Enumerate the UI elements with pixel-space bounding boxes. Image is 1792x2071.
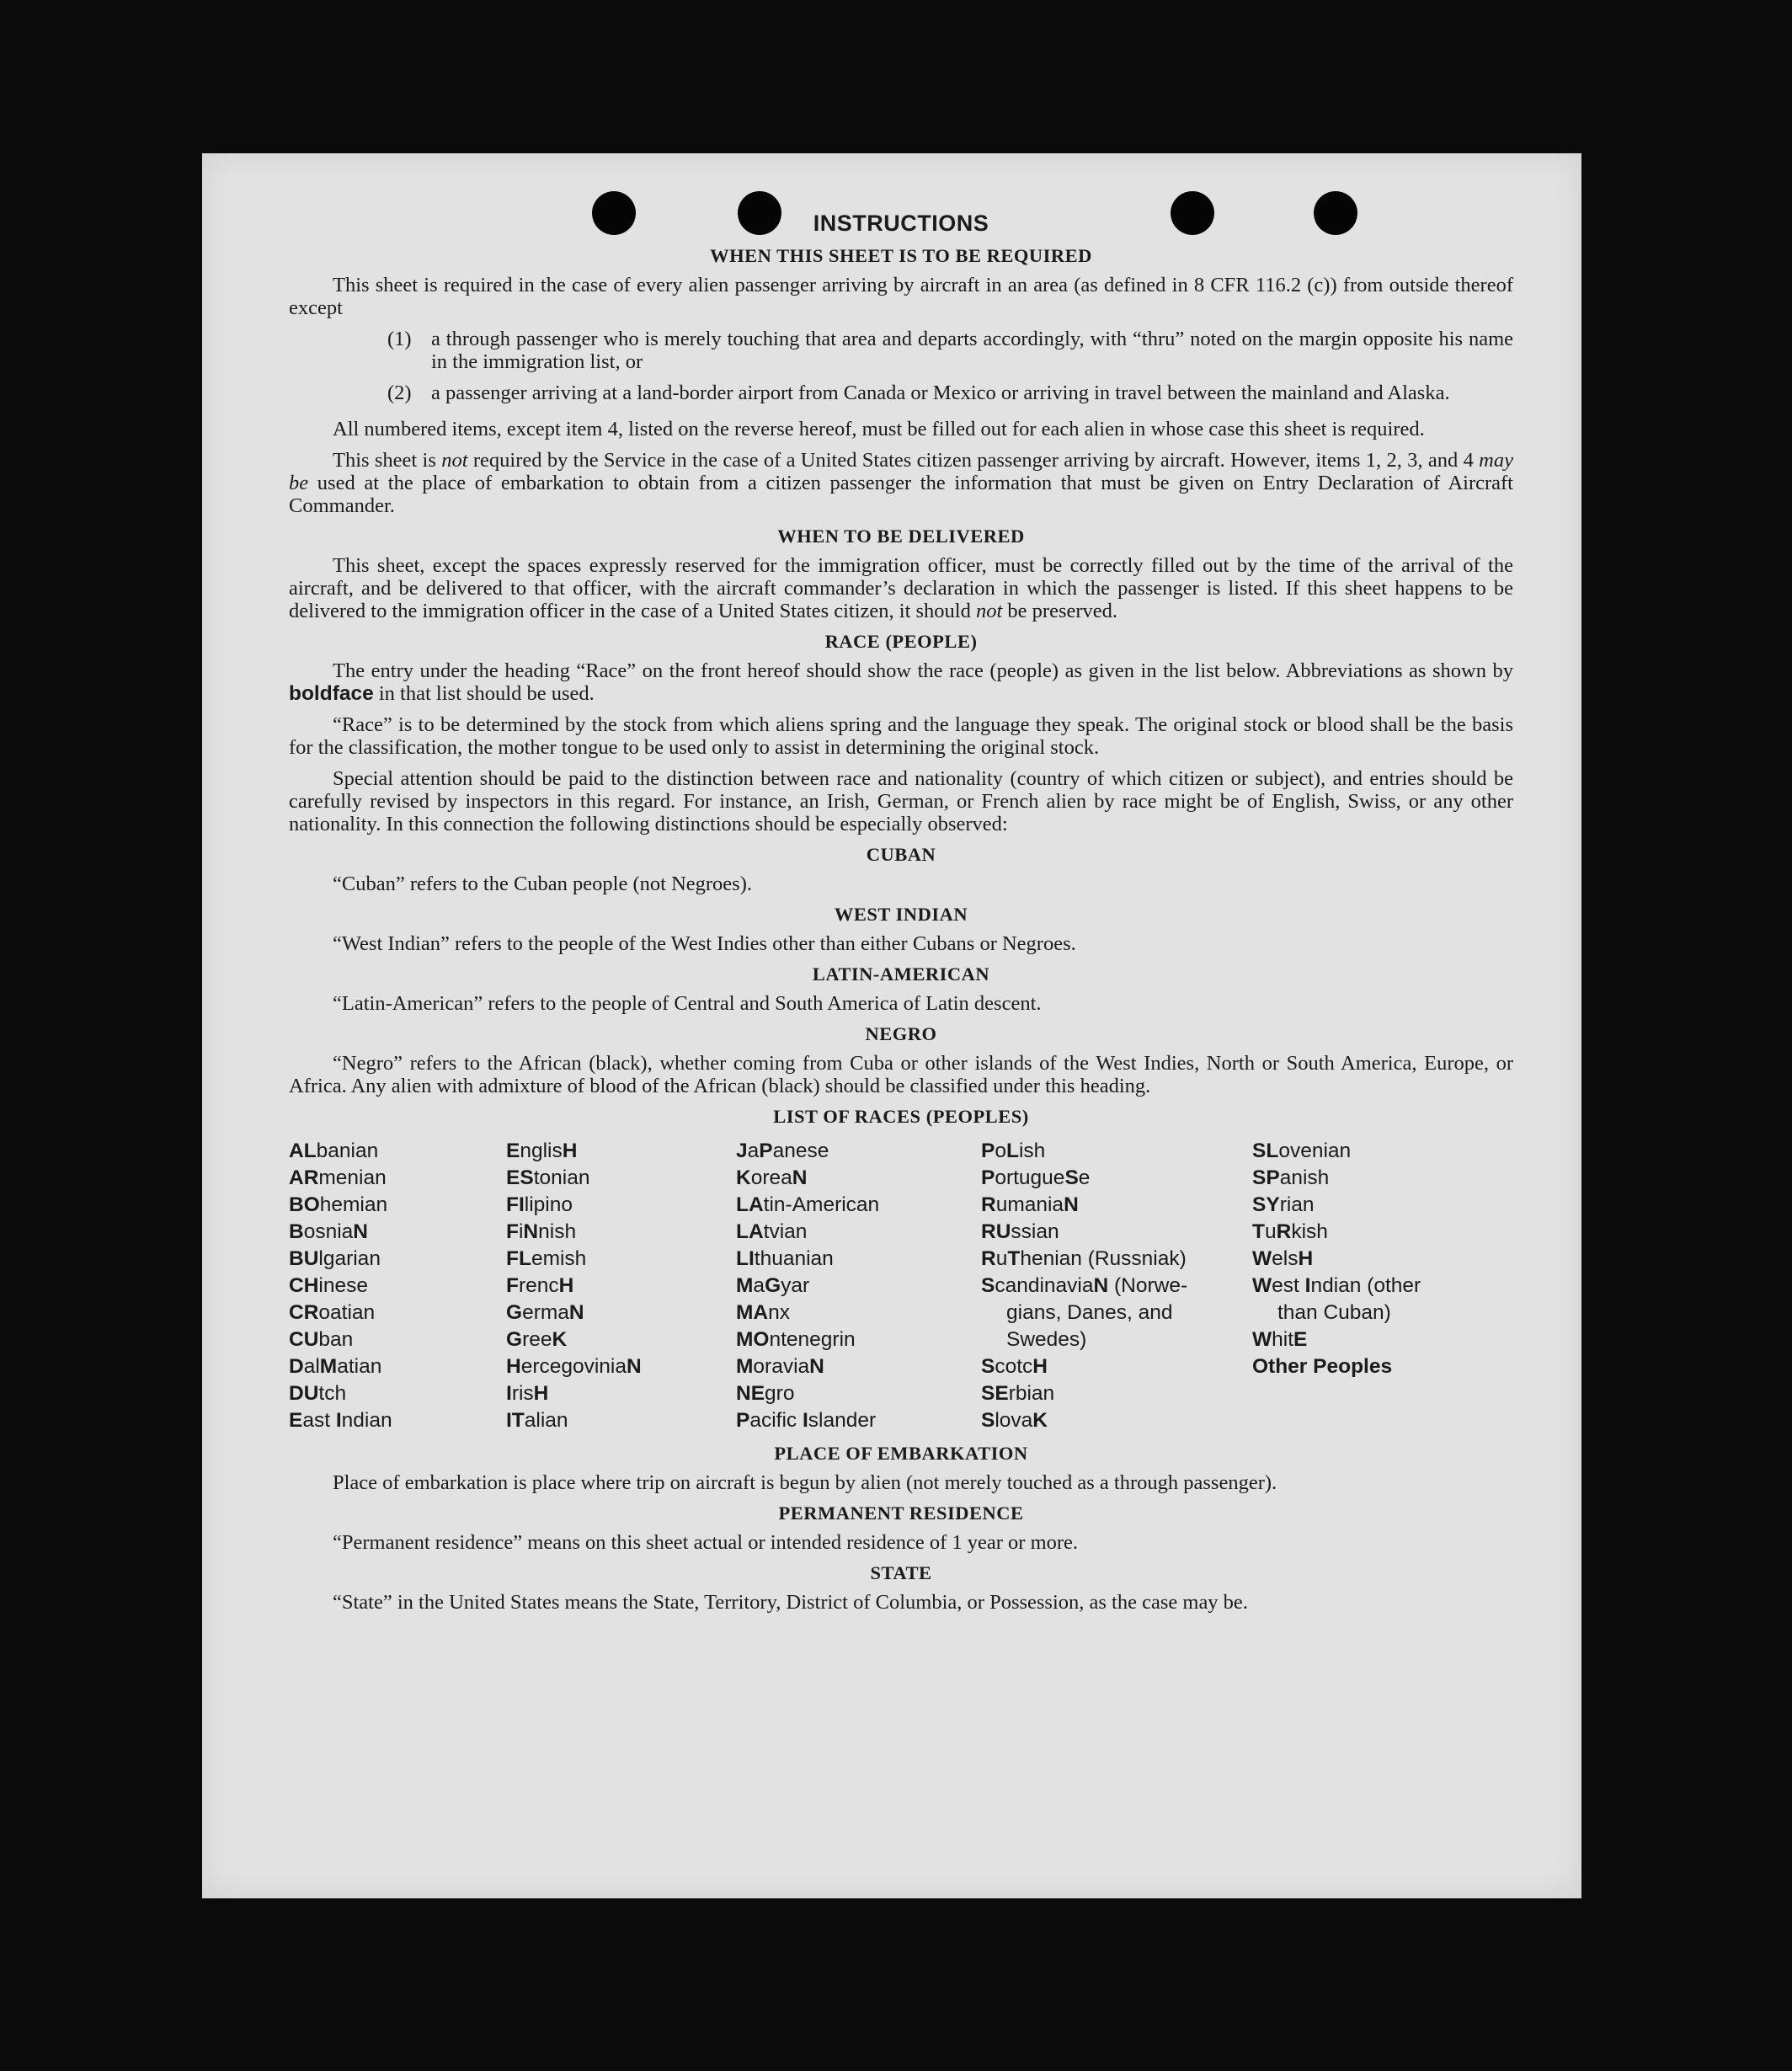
heading-list-of-races: LIST OF RACES (PEOPLES): [773, 1106, 1029, 1127]
heading-residence: PERMANENT RESIDENCE: [778, 1503, 1024, 1524]
race-entry: CUban: [289, 1328, 354, 1351]
paragraph: “Race” is to be determined by the stock from which aliens spring and the language they speak. The original stock or blood shall be the basis for the classification, the mother tongue to be used only to assist in determining the original stock.: [289, 713, 1513, 759]
race-entry: SlovaK: [981, 1409, 1048, 1432]
page-title: INSTRUCTIONS: [813, 211, 989, 236]
races-column: [1252, 1138, 1473, 1434]
race-entry: Swedes): [1006, 1328, 1087, 1351]
race-entry: West Indian (other: [1252, 1274, 1421, 1297]
races-column: [506, 1138, 736, 1434]
heading-required: WHEN THIS SHEET IS TO BE REQUIRED: [710, 245, 1092, 266]
race-entry: MOntenegrin: [736, 1328, 856, 1351]
race-entry: CRoatian: [289, 1301, 376, 1324]
paragraph: “Negro” refers to the African (black), whether coming from Cuba or other islands of the West Indies, North or South America, Europe, or Africa. Any alien with admixture of blood of the African (black) should be classified under this heading.: [289, 1052, 1513, 1097]
race-entry: SLovenian: [1252, 1140, 1352, 1162]
item-text: a passenger arriving at a land-border airport from Canada or Mexico or arriving in travel between the mainland and Alaska.: [431, 382, 1450, 404]
item-text: a through passenger who is merely touching that area and departs accordingly, with “thru” noted on the margin opposite his name in the immigration list, or: [431, 328, 1513, 373]
race-entry: DalMatian: [289, 1355, 382, 1378]
race-entry: SPanish: [1252, 1166, 1330, 1189]
race-entry: FiNnish: [506, 1220, 577, 1243]
race-entry: PortugueSe: [981, 1166, 1091, 1189]
instruction-sheet: [202, 153, 1581, 1898]
paragraph: “Permanent residence” means on this sheet actual or intended residence of 1 year or more.: [333, 1531, 1079, 1554]
race-entry: MAnx: [736, 1301, 790, 1324]
heading-west-indian: WEST INDIAN: [834, 904, 968, 925]
paragraph: “Latin-American” refers to the people of Central and South America of Latin descent.: [333, 992, 1042, 1015]
heading-embarkation: PLACE OF EMBARKATION: [774, 1443, 1028, 1464]
race-entry: BOhemian: [289, 1193, 388, 1216]
numbered-item: [387, 328, 1513, 373]
race-entry: than Cuban): [1277, 1301, 1391, 1324]
race-entry: KoreaN: [736, 1166, 808, 1189]
race-entry: SErbian: [981, 1382, 1055, 1405]
race-entry: JaPanese: [736, 1140, 829, 1162]
race-entry: WelsH: [1252, 1247, 1314, 1270]
races-column: [289, 1138, 506, 1434]
race-entry: EStonian: [506, 1166, 590, 1189]
races-column: [981, 1138, 1252, 1434]
race-entry: WhitE: [1252, 1328, 1308, 1351]
paragraph: The entry under the heading “Race” on the front hereof should show the race (people) as given in the list below. Abbreviations as shown by boldface in that list should be used.: [289, 659, 1513, 705]
numbered-item: [387, 382, 1513, 404]
race-entry: ALbanian: [289, 1140, 379, 1162]
paragraph: This sheet is required in the case of every alien passenger arriving by aircraft in an area (as defined in 8 CFR 116.2 (c)) from outside thereof except: [289, 274, 1513, 319]
race-entry: BUlgarian: [289, 1247, 381, 1270]
race-entry: MaGyar: [736, 1274, 810, 1297]
race-entry: Other Peoples: [1252, 1355, 1393, 1378]
paragraph: “State” in the United States means the State, Territory, District of Columbia, or Possession, as the case may be.: [333, 1591, 1248, 1614]
heading-delivered: WHEN TO BE DELIVERED: [777, 526, 1025, 547]
race-entry: Pacific Islander: [736, 1409, 877, 1432]
race-entry: ARmenian: [289, 1166, 387, 1189]
race-entry: East Indian: [289, 1409, 392, 1432]
race-entry: RUssian: [981, 1220, 1059, 1243]
race-entry: GermaN: [506, 1301, 584, 1324]
race-entry: FLemish: [506, 1247, 587, 1270]
race-entry: NEgro: [736, 1382, 795, 1405]
heading-race: RACE (PEOPLE): [824, 631, 978, 652]
race-entry: FIlipino: [506, 1193, 573, 1216]
paragraph: “Cuban” refers to the Cuban people (not Negroes).: [333, 873, 752, 895]
race-entry: GreeK: [506, 1328, 568, 1351]
race-entry: ScotcH: [981, 1355, 1048, 1378]
heading-latin-american: LATIN-AMERICAN: [812, 963, 990, 985]
race-entry: EnglisH: [506, 1140, 578, 1162]
race-entry: PoLish: [981, 1140, 1046, 1162]
paragraph: Place of embarkation is place where trip on aircraft is begun by alien (not merely touched as a through passenger).: [333, 1471, 1277, 1494]
race-entry: FrencH: [506, 1274, 574, 1297]
heading-state: STATE: [870, 1562, 932, 1583]
race-entry: TuRkish: [1252, 1220, 1328, 1243]
paragraph: Special attention should be paid to the distinction between race and nationality (country of which citizen or subject), and entries should be carefully revised by inspectors in this regard. For instance, an Irish, German, or French alien by race might be of English, Swiss, or any other nationality. In this connection the following distinctions should be especially observed:: [289, 767, 1513, 835]
race-entry: CHinese: [289, 1274, 368, 1297]
races-column: [736, 1138, 981, 1434]
race-entry: BosniaN: [289, 1220, 368, 1243]
race-entry: IrisH: [506, 1382, 549, 1405]
item-number: (1): [387, 328, 412, 350]
race-entry: DUtch: [289, 1382, 347, 1405]
race-entry: gians, Danes, and: [1006, 1301, 1173, 1324]
race-entry: HercegoviniaN: [506, 1355, 642, 1378]
race-entry: RumaniaN: [981, 1193, 1079, 1216]
heading-negro: NEGRO: [865, 1023, 937, 1044]
paragraph: This sheet is not required by the Service in the case of a United States citizen passenger arriving by aircraft. However, items 1, 2, 3, and 4 may be used at the place of embarkation to obtain from a citizen passenger the information that must be given on Entry Declaration of Aircraft Commander.: [289, 449, 1513, 517]
document-body: [289, 211, 1513, 1614]
paragraph: “West Indian” refers to the people of the West Indies other than either Cubans or Negroes.: [333, 932, 1076, 955]
paragraph: All numbered items, except item 4, listed on the reverse hereof, must be filled out for each alien in whose case this sheet is required.: [333, 418, 1425, 440]
race-entry: ScandinaviaN (Norwe-: [981, 1274, 1188, 1297]
paragraph: This sheet, except the spaces expressly reserved for the immigration officer, must be correctly filled out by the time of the arrival of the aircraft, and be delivered to that officer, with the aircraft commander’s declaration in which the passenger is listed. If this sheet happens to be delivered to the immigration officer in the case of a United States citizen, it should not be preserved.: [289, 554, 1513, 622]
race-entry: RuThenian (Russniak): [981, 1247, 1187, 1270]
races-list: [289, 1138, 1513, 1434]
race-entry: LIthuanian: [736, 1247, 834, 1270]
race-entry: MoraviaN: [736, 1355, 824, 1378]
race-entry: ITalian: [506, 1409, 568, 1432]
race-entry: LAtin-American: [736, 1193, 880, 1216]
heading-cuban: CUBAN: [866, 844, 936, 865]
item-number: (2): [387, 382, 412, 404]
race-entry: LAtvian: [736, 1220, 808, 1243]
race-entry: SYrian: [1252, 1193, 1315, 1216]
